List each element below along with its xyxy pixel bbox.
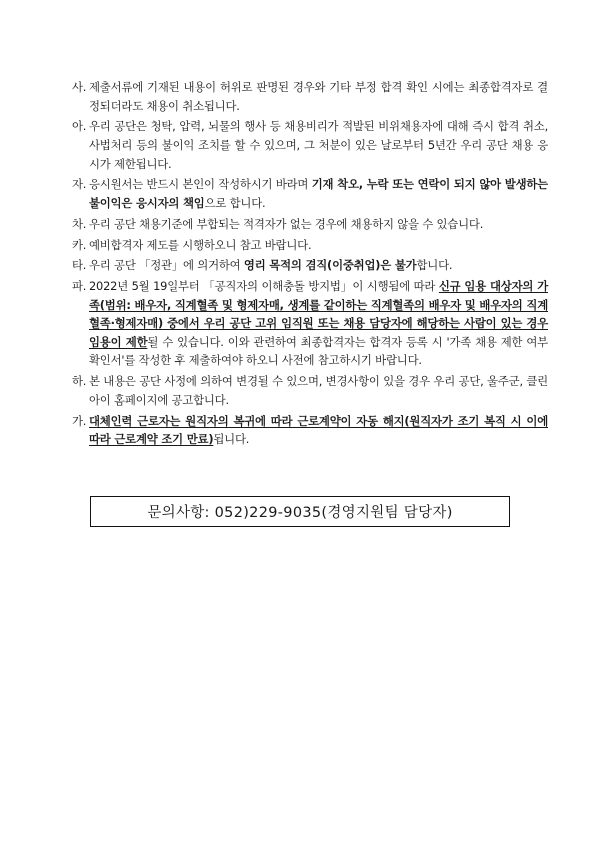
notice-item-marker: 카.: [72, 237, 87, 252]
notice-list: [72, 78, 548, 451]
notice-item-text: [89, 117, 548, 173]
notice-item: [72, 175, 548, 212]
text-segment: 예비합격자 제도를 시행하오니 참고 바랍니다.: [89, 237, 312, 252]
notice-item-text: [89, 215, 548, 234]
text-segment: 본 내용은 공단 사정에 의하여 변경될 수 있으며, 변경사항이 있을 경우 우리 공단, 울주군, 클린아이 홈페이지에 공고합니다.: [89, 374, 548, 407]
notice-item: [72, 277, 548, 370]
emphasized-text: 신규 임용 대상자의 가족(범위: 배우자, 직계혈족 및 형제자매, 생계를 같이하는 직계혈족의 배우자 및 배우자의 직계혈족·형제자매) 중에서 우리 공단 고위 임직원 또는 채용 담당자에 해당하는 사람이 있는 경우 임용이 제한: [89, 279, 548, 349]
text-segment: 우리 공단 「정관」에 의거하여: [89, 258, 244, 273]
text-segment: 우리 공단은 청탁, 압력, 뇌물의 행사 등 채용비리가 적발된 비위채용자에 대해 즉시 합격 취소, 사법처리 등의 불이익 조치를 할 수 있으며, 그 처분이 있은 날로부터 5년간 우리 공단 채용 응시가 제한됩니다.: [89, 119, 548, 171]
notice-item-marker: 파.: [72, 279, 87, 294]
notice-item: [72, 412, 548, 449]
notice-item-marker: 가.: [72, 413, 87, 428]
notice-item-text: [89, 78, 548, 115]
emphasized-text: 영리 목적의 겸직(이중취업)은 불가: [243, 258, 417, 273]
emphasized-text: 대체인력 근로자는 원직자의 복귀에 따라 근로계약이 자동 해지(원직자가 조기 복직 시 이에 따라 근로계약 조기 만료): [89, 413, 548, 447]
notice-item-marker: 사.: [72, 80, 87, 94]
notice-item-text: [89, 175, 548, 212]
notice-item-marker: 하.: [72, 374, 87, 389]
text-segment: 우리 공단 채용기준에 부합되는 적격자가 없는 경우에 채용하지 않을 수 있습니다.: [89, 216, 484, 231]
text-segment: 제출서류에 기재된 내용이 허위로 판명된 경우와 기타 부정 합격 확인 시에는 최종합격자로 결정되더라도 채용이 취소됩니다.: [89, 80, 548, 113]
text-segment: 2022년 5월 19일부터 「공직자의 이해충돌 방지법」이 시행됨에 따라: [89, 279, 439, 294]
notice-item-marker: 아.: [72, 119, 87, 134]
text-segment: 합니다.: [416, 258, 453, 273]
notice-item: [72, 78, 548, 115]
notice-item-text: [89, 236, 548, 255]
notice-item: [72, 117, 548, 173]
text-segment: 됩니다.: [213, 432, 250, 447]
notice-item: [72, 215, 548, 234]
notice-item-text: [89, 277, 548, 370]
notice-item-text: [89, 256, 548, 275]
contact-text: 문의사항: 052)229-9035(경영지원팀 담당자): [147, 505, 453, 521]
text-segment: 으로 합니다.: [204, 195, 266, 210]
notice-item-marker: 차.: [72, 216, 87, 231]
notice-item-text: [89, 412, 548, 449]
notice-item-marker: 자.: [72, 177, 87, 192]
notice-item-marker: 타.: [72, 258, 87, 273]
notice-item: [72, 256, 548, 275]
notice-item-text: [89, 372, 548, 409]
text-segment: 응시원서는 반드시 본인이 작성하시기 바라며: [89, 177, 312, 192]
notice-item: [72, 372, 548, 409]
contact-box: [90, 496, 510, 527]
text-segment: 될 수 있습니다. 이와 관련하여 최종합격자는 합격자 등록 시 '가족 채용 제한 여부 확인서'를 작성한 후 제출하여야 하오니 사전에 참고하시기 바랍니다.: [89, 334, 548, 368]
notice-item: [72, 236, 548, 255]
emphasized-text: 기재 착오, 누락 또는 연락이 되지 않아 발생하는 불이익은 응시자의 책임: [89, 177, 548, 210]
